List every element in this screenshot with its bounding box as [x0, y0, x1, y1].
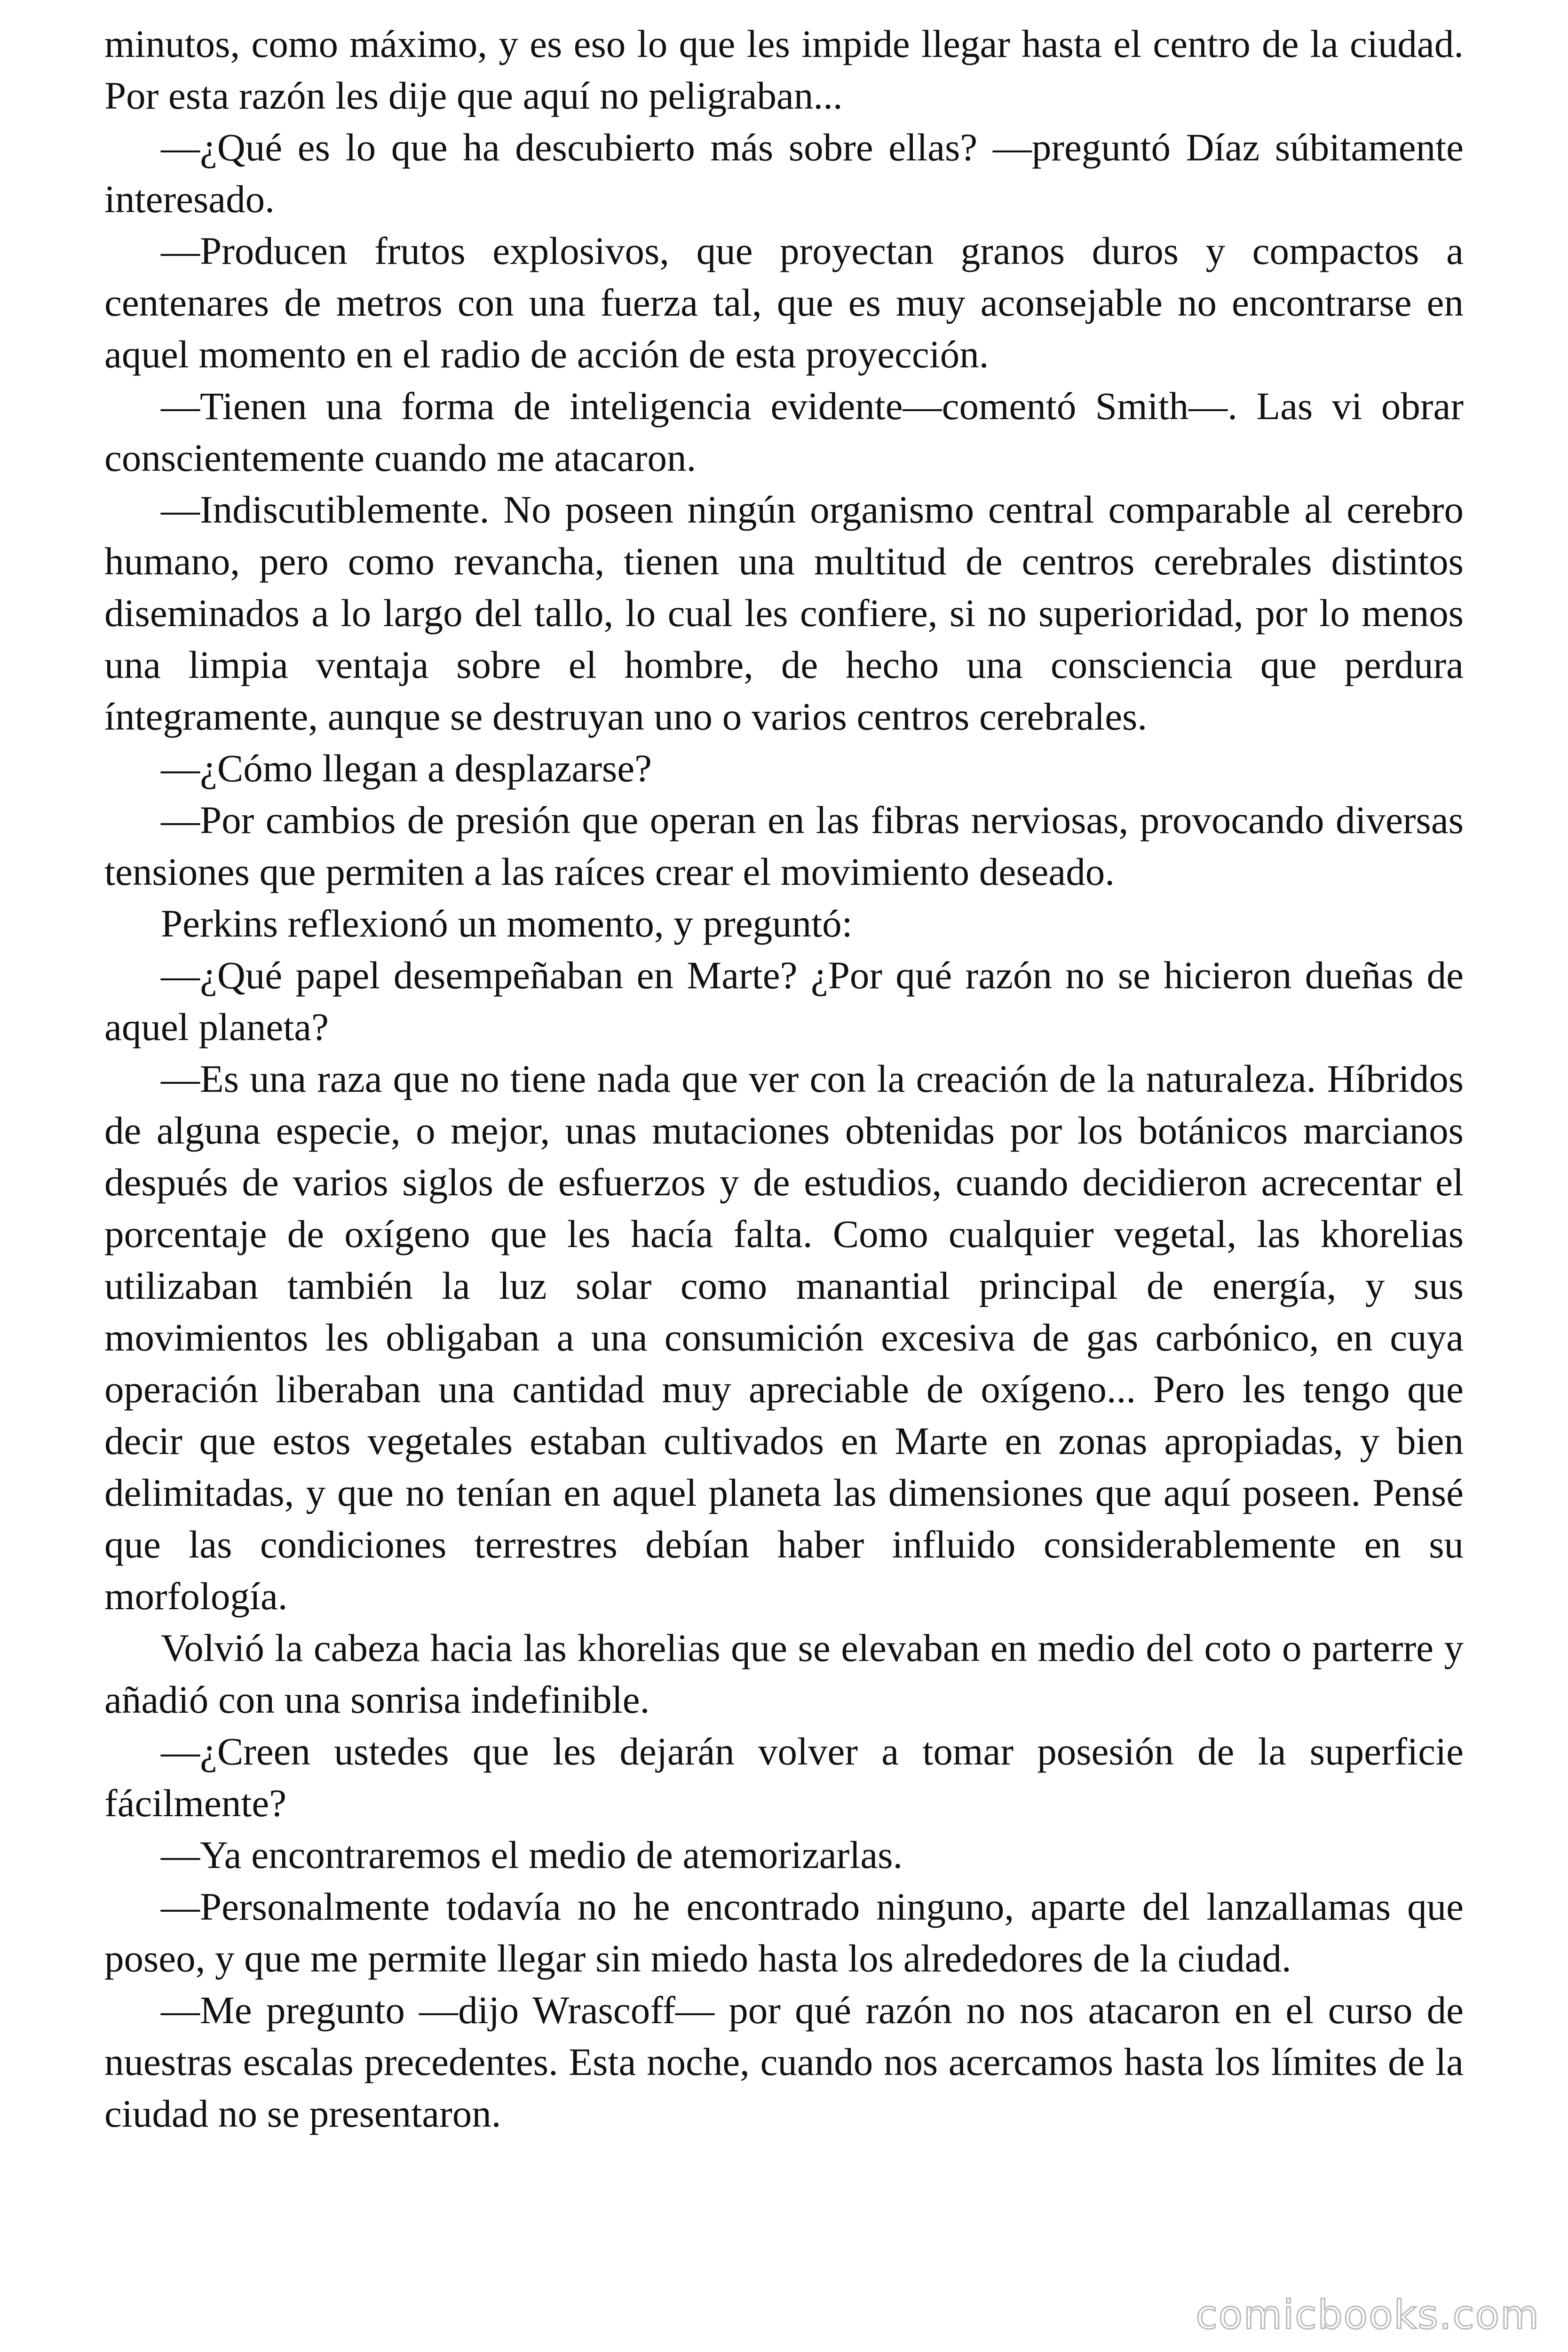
paragraph: —¿Qué papel desempeñaban en Marte? ¿Por qué razón no se hicieron dueñas de aquel planeta? [104, 954, 1464, 1049]
paragraph: —Por cambios de presión que operan en las fibras nerviosas, provocando diversas tensiones que permiten a las raíces crear el movimiento deseado. [104, 798, 1464, 893]
paragraph: —¿Cómo llegan a desplazarse? [161, 747, 652, 790]
paragraph: —Personalmente todavía no he encontrado ninguno, aparte del lanzallamas que poseo, y que me permite llegar sin miedo hasta los alrededores de la ciudad. [104, 1885, 1464, 1980]
paragraph: —Es una raza que no tiene nada que ver con la creación de la naturaleza. Híbridos de alguna especie, o mejor, unas mutaciones obtenidas por los botánicos marcianos después de varios siglos de esfuerzos y de estudios, cuando decidieron acrecentar el porcentaje de oxígeno que les hacía falta. Como cualquier vegetal, las khorelias utilizaban también la luz solar como manantial principal de energía, y sus movimientos les obligaban a una consumición excesiva de gas carbónico, en cuya operación liberaban una cantidad muy apreciable de oxígeno... Pero les tengo que decir que estos vegetales estaban cultivados en Marte en zonas apropiadas, y bien delimitadas, y que no tenían en aquel planeta las dimensiones que aquí poseen. Pensé que las condiciones terrestres debían haber influido considerablemente en su morfología. [104, 1057, 1464, 1618]
paragraph: —Ya encontraremos el medio de atemorizarlas. [161, 1833, 903, 1876]
paragraph: —Indiscutiblemente. No poseen ningún organismo central comparable al cerebro humano, pero como revancha, tienen una multitud de centros cerebrales distintos diseminados a lo largo del tallo, lo cual les confiere, si no superioridad, por lo menos una limpia ventaja sobre el hombre, de hecho una consciencia que perdura íntegramente, aunque se destruyan uno o varios centros cerebrales. [104, 488, 1464, 738]
paragraph: Volvió la cabeza hacia las khorelias que se elevaban en medio del coto o parterre y añadió con una sonrisa indefinible. [104, 1626, 1464, 1721]
page-body [104, 18, 1464, 2139]
paragraph: —¿Qué es lo que ha descubierto más sobre ellas? —preguntó Díaz súbitamente interesado. [104, 126, 1464, 221]
paragraph-continued: minutos, como máximo, y es eso lo que les impide llegar hasta el centro de la ciudad. Por esta razón les dije que aquí no peligraban... [104, 22, 1464, 117]
paragraph: —Me pregunto —dijo Wrascoff— por qué razón no nos atacaron en el curso de nuestras escalas precedentes. Esta noche, cuando nos acercamos hasta los límites de la ciudad no se presentaron. [104, 1988, 1464, 2135]
paragraph: —¿Creen ustedes que les dejarán volver a tomar posesión de la superficie fácilmente? [104, 1730, 1464, 1825]
paragraph: —Producen frutos explosivos, que proyectan granos duros y compactos a centenares de metros con una fuerza tal, que es muy aconsejable no encontrarse en aquel momento en el radio de acción de esta proyección. [104, 229, 1464, 376]
paragraph: Perkins reflexionó un momento, y preguntó: [161, 902, 853, 945]
paragraph: —Tienen una forma de inteligencia evidente—comentó Smith—. Las vi obrar conscientemente cuando me atacaron. [104, 384, 1464, 479]
watermark-text: comicbooks.com [1196, 2292, 1540, 2338]
